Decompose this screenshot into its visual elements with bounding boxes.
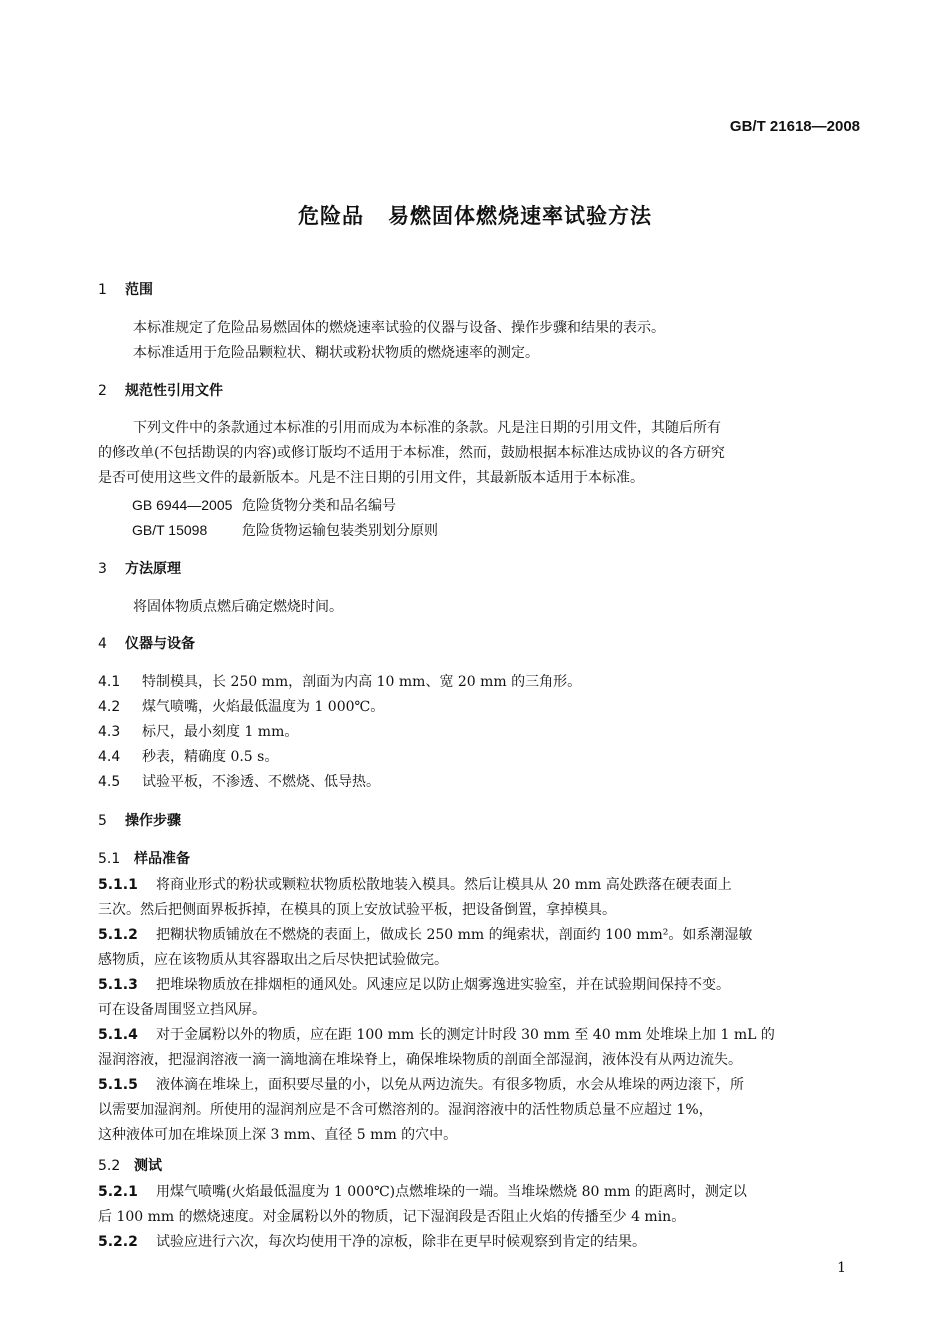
section-1-heading: 1 范围 bbox=[98, 282, 153, 298]
clause-5-1-5: 5.1.5 液体滴在堆垛上，面积要尽量的小，以免从两边流失。有很多物质，水会从堆垛的两边滚下，所 以需要加湿润剂。所使用的湿润剂应是不含可燃溶剂的。湿润溶液中的活性物质总量不应超过 1%， 这种液体可加在堆垛顶上深 3 mm、直径 5 mm 的穴中。 bbox=[98, 1077, 744, 1143]
normative-reference-1: GB 6944—2005 危险货物分类和品名编号 bbox=[132, 497, 396, 514]
section-2-paragraph: 下列文件中的条款通过本标准的引用而成为本标准的条款。凡是注日期的引用文件，其随后所有 的修改单(不包括勘误的内容)或修订版均不适用于本标准，然而，鼓励根据本标准达成协议的各方研究 是否可使用这些文件的最新版本。凡是不注日期的引用文件，其最新版本适用于本标准。 bbox=[98, 420, 725, 486]
list-item: 4.1 特制模具，长 250 mm，剖面为内高 10 mm、宽 20 mm 的三角形。 bbox=[98, 674, 582, 690]
clause-5-1-3: 5.1.3 把堆垛物质放在排烟柜的通风处。风速应足以防止烟雾逸进实验室，并在试验期间保持不变。 可在设备周围竖立挡风屏。 bbox=[98, 977, 730, 1018]
standard-number: GB/T 21618—2008 bbox=[729, 118, 860, 135]
section-4-heading: 4 仪器与设备 bbox=[98, 636, 195, 652]
list-item: 4.5 试验平板，不渗透、不燃烧、低导热。 bbox=[98, 774, 380, 790]
section-2-heading: 2 规范性引用文件 bbox=[98, 383, 223, 399]
clause-5-1-4: 5.1.4 对于金属粉以外的物质，应在距 100 mm 长的测定计时段 30 mm 至 40 mm 处堆垛上加 1 mL 的 湿润溶液，把湿润溶液一滴一滴地滴在堆垛脊上，确保堆垛物质的剖面全部湿润，液体没有从两边流失。 bbox=[98, 1027, 775, 1068]
clause-5-2-2: 5.2.2 试验应进行六次，每次均使用干净的凉板，除非在更早时候观察到肯定的结果。 bbox=[98, 1234, 646, 1250]
title-part-2: 易燃固体燃烧速率试验方法 bbox=[388, 204, 652, 228]
normative-reference-2: GB/T 15098 危险货物运输包装类别划分原则 bbox=[132, 522, 438, 539]
clause-5-1-1: 5.1.1 将商业形式的粉状或颗粒状物质松散地装入模具。然后让模具从 20 mm 高处跌落在硬表面上 三次。然后把侧面界板拆掉，在模具的顶上安放试验平板，把设备倒置，拿掉模具。 bbox=[98, 877, 732, 918]
section-3-heading: 3 方法原理 bbox=[98, 561, 181, 577]
subsection-5-1-heading: 5.1 样品准备 bbox=[98, 851, 190, 867]
list-item: 4.2 煤气喷嘴，火焰最低温度为 1 000℃。 bbox=[98, 699, 385, 715]
document-title bbox=[0, 200, 950, 230]
clause-5-2-1: 5.2.1 用煤气喷嘴(火焰最低温度为 1 000℃)点燃堆垛的一端。当堆垛燃烧 80 mm 的距离时，测定以 后 100 mm 的燃烧速度。对金属粉以外的物质，记下湿润段是否阻止火焰的传播至少 4 min。 bbox=[98, 1184, 747, 1225]
section-1-paragraph-1: 本标准规定了危险品易燃固体的燃烧速率试验的仪器与设备、操作步骤和结果的表示。 bbox=[133, 320, 665, 336]
clause-5-1-2: 5.1.2 把糊状物质铺放在不燃烧的表面上，做成长 250 mm 的绳索状，剖面约 100 mm²。如系潮湿敏 感物质，应在该物质从其容器取出之后尽快把试验做完。 bbox=[98, 927, 753, 968]
section-1-paragraph-2: 本标准适用于危险品颗粒状、糊状或粉状物质的燃烧速率的测定。 bbox=[133, 345, 539, 361]
list-item: 4.4 秒表，精确度 0.5 s。 bbox=[98, 749, 279, 765]
section-5-heading: 5 操作步骤 bbox=[98, 813, 181, 829]
page-number: 1 bbox=[837, 1260, 846, 1276]
title-part-1: 危险品 bbox=[298, 204, 364, 228]
section-3-paragraph: 将固体物质点燃后确定燃烧时间。 bbox=[133, 599, 343, 615]
subsection-5-2-heading: 5.2 测试 bbox=[98, 1158, 162, 1174]
list-item: 4.3 标尺，最小刻度 1 mm。 bbox=[98, 724, 299, 740]
